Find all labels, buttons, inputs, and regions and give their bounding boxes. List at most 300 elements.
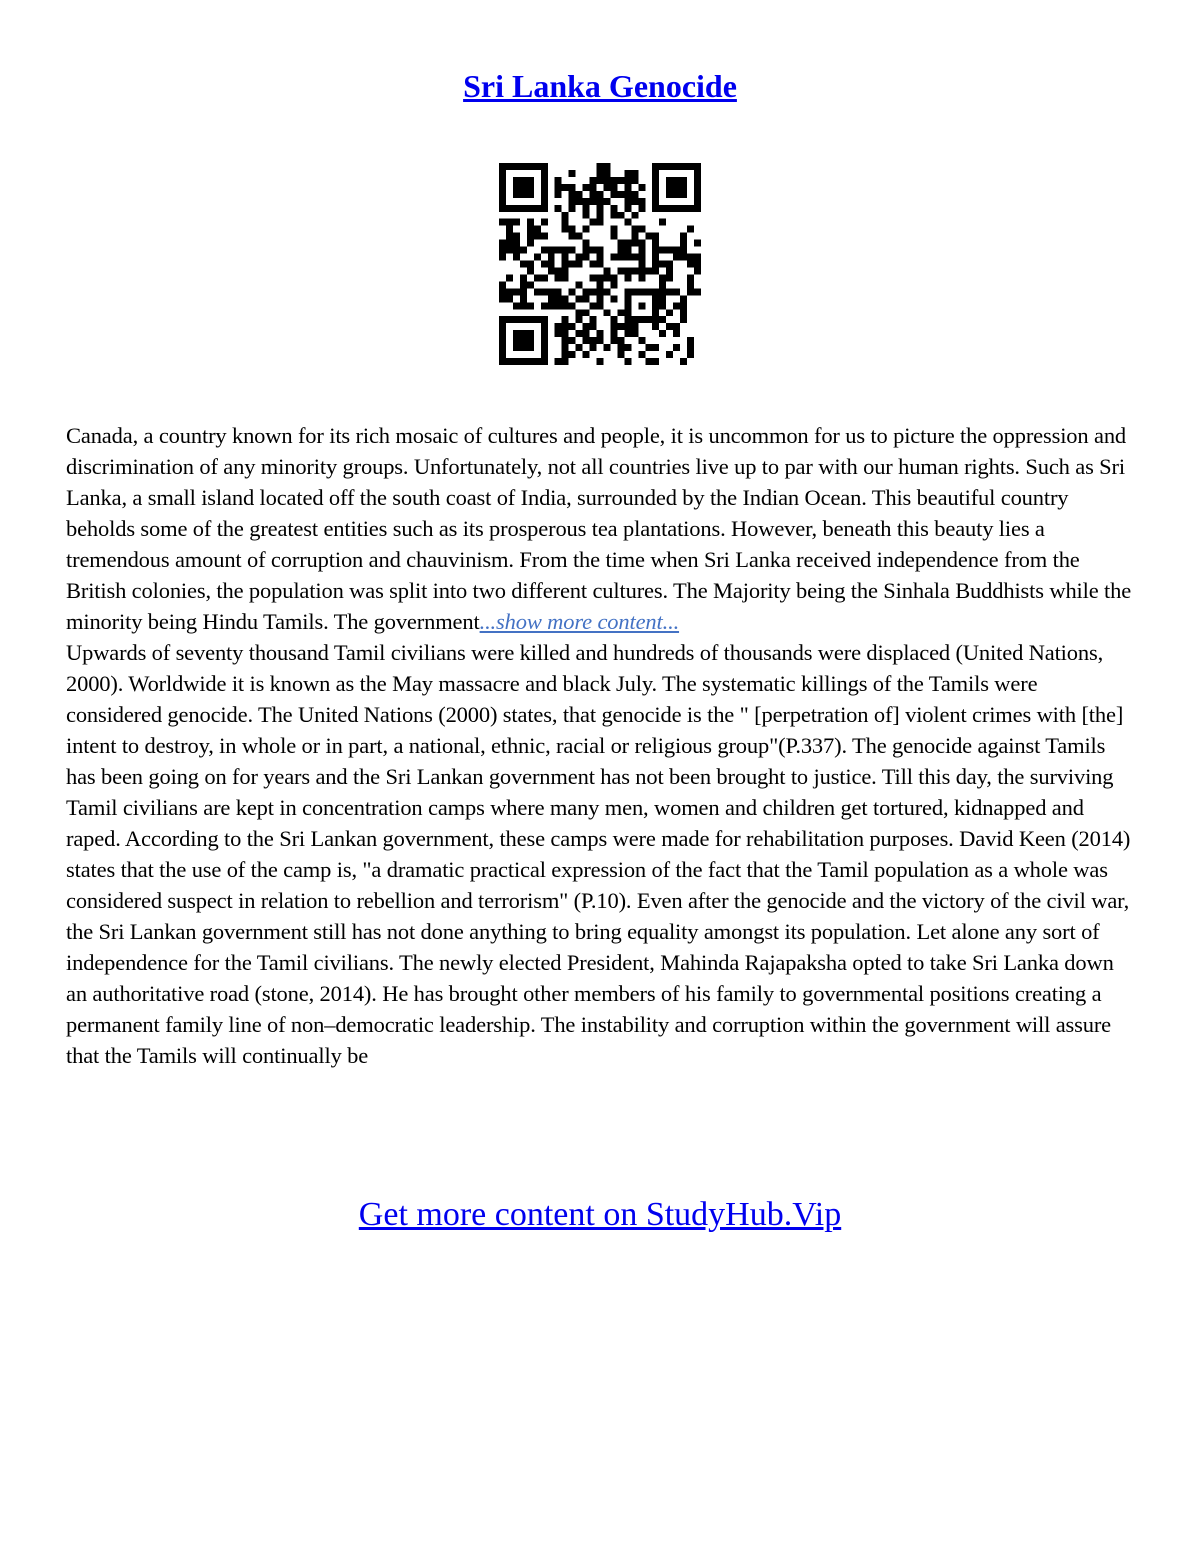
qr-module xyxy=(513,184,520,191)
qr-module xyxy=(541,247,548,254)
qr-module xyxy=(506,205,513,212)
qr-module xyxy=(652,191,659,198)
qr-module xyxy=(687,274,694,281)
qr-module xyxy=(569,191,576,198)
qr-module xyxy=(499,247,506,254)
qr-module xyxy=(541,184,548,191)
qr-module xyxy=(638,351,645,358)
qr-module xyxy=(631,191,638,198)
qr-module xyxy=(687,337,694,344)
qr-module xyxy=(631,267,638,274)
qr-module xyxy=(513,205,520,212)
qr-module xyxy=(569,302,576,309)
qr-module xyxy=(673,177,680,184)
qr-module xyxy=(499,205,506,212)
qr-module xyxy=(499,323,506,330)
qr-module xyxy=(590,274,597,281)
qr-module xyxy=(610,330,617,337)
qr-module xyxy=(666,261,673,268)
qr-module xyxy=(610,184,617,191)
qr-module xyxy=(569,205,576,212)
qr-module xyxy=(541,337,548,344)
qr-module xyxy=(652,198,659,205)
qr-module xyxy=(673,254,680,261)
qr-module xyxy=(638,288,645,295)
qr-module xyxy=(555,267,562,274)
qr-module xyxy=(541,219,548,226)
qr-module xyxy=(673,330,680,337)
qr-module xyxy=(555,302,562,309)
qr-module xyxy=(534,288,541,295)
qr-module xyxy=(541,163,548,170)
qr-module xyxy=(666,309,673,316)
qr-module xyxy=(624,309,631,316)
qr-module xyxy=(659,281,666,288)
qr-module xyxy=(603,163,610,170)
qr-module xyxy=(520,330,527,337)
qr-module xyxy=(603,274,610,281)
qr-module xyxy=(624,170,631,177)
qr-module xyxy=(548,261,555,268)
qr-module xyxy=(624,267,631,274)
qr-module xyxy=(527,267,534,274)
qr-module xyxy=(617,240,624,247)
qr-module xyxy=(499,198,506,205)
qr-module xyxy=(562,212,569,219)
qr-module xyxy=(527,316,534,323)
get-more-content-link[interactable]: Get more content on StudyHub.Vip xyxy=(358,1196,842,1233)
qr-module xyxy=(597,295,604,302)
qr-module xyxy=(583,247,590,254)
qr-module xyxy=(610,233,617,240)
qr-module xyxy=(569,198,576,205)
qr-module xyxy=(499,351,506,358)
qr-module xyxy=(645,233,652,240)
qr-module xyxy=(499,177,506,184)
qr-module xyxy=(687,254,694,261)
qr-module xyxy=(520,295,527,302)
qr-module xyxy=(652,261,659,268)
qr-module xyxy=(680,184,687,191)
qr-module xyxy=(513,337,520,344)
qr-module xyxy=(569,226,576,233)
qr-module xyxy=(513,358,520,365)
qr-module xyxy=(576,316,583,323)
qr-module xyxy=(527,233,534,240)
qr-module xyxy=(673,191,680,198)
qr-module xyxy=(638,316,645,323)
qr-module xyxy=(603,344,610,351)
qr-module xyxy=(513,219,520,226)
qr-module xyxy=(534,163,541,170)
qr-module xyxy=(506,295,513,302)
qr-module xyxy=(666,323,673,330)
qr-module xyxy=(583,337,590,344)
qr-module xyxy=(652,170,659,177)
qr-module xyxy=(513,233,520,240)
qr-module xyxy=(520,261,527,268)
qr-module xyxy=(638,267,645,274)
qr-module xyxy=(673,323,680,330)
qr-module xyxy=(652,295,659,302)
title-link[interactable]: Sri Lanka Genocide xyxy=(463,68,737,104)
qr-module xyxy=(652,205,659,212)
qr-module xyxy=(555,330,562,337)
qr-module xyxy=(541,205,548,212)
qr-module xyxy=(562,247,569,254)
qr-module xyxy=(659,205,666,212)
qr-module xyxy=(659,330,666,337)
qr-module xyxy=(555,184,562,191)
qr-module xyxy=(562,351,569,358)
qr-module xyxy=(555,288,562,295)
qr-module xyxy=(590,344,597,351)
qr-module xyxy=(673,205,680,212)
qr-module xyxy=(624,274,631,281)
qr-module xyxy=(652,302,659,309)
qr-module xyxy=(597,177,604,184)
qr-module xyxy=(680,254,687,261)
qr-module xyxy=(597,219,604,226)
qr-module xyxy=(541,288,548,295)
qr-module xyxy=(610,323,617,330)
qr-module xyxy=(527,261,534,268)
qr-module xyxy=(527,177,534,184)
qr-module xyxy=(569,351,576,358)
qr-module xyxy=(534,316,541,323)
qr-module xyxy=(562,219,569,226)
paragraph-intro-text: Canada, a country known for its rich mosaic of cultures and people, it is uncommon for us to picture the oppression and discrimination of any minority groups. Unfortunately, not all countries live up to par with our human rights. Such as Sri Lanka, a small island located off the south coast of India, surrounded by the Indian Ocean. This beautiful country beholds some of the greatest entities such as its prosperous tea plantations. However, beneath this beauty lies a tremendous amount of corruption and chauvinism. From the time when Sri Lanka received independence from the British colonies, the population was split into two different cultures. The Majority being the Sinhala Buddhists while the minority being Hindu Tamils. The government xyxy=(66,423,1132,634)
qr-module xyxy=(617,351,624,358)
qr-module xyxy=(513,344,520,351)
qr-module xyxy=(624,295,631,302)
qr-module xyxy=(562,316,569,323)
qr-module xyxy=(659,302,666,309)
qr-module xyxy=(694,163,701,170)
qr-module xyxy=(569,323,576,330)
qr-module xyxy=(583,295,590,302)
qr-module xyxy=(687,261,694,268)
qr-module xyxy=(631,212,638,219)
qr-module xyxy=(694,205,701,212)
qr-module xyxy=(534,205,541,212)
qr-module xyxy=(569,288,576,295)
qr-module xyxy=(652,309,659,316)
qr-module xyxy=(583,205,590,212)
qr-module xyxy=(680,191,687,198)
qr-module xyxy=(652,240,659,247)
qr-module xyxy=(687,205,694,212)
qr-module xyxy=(499,344,506,351)
qr-module xyxy=(590,261,597,268)
qr-module xyxy=(652,254,659,261)
qr-module xyxy=(548,247,555,254)
qr-module xyxy=(520,281,527,288)
qr-module xyxy=(562,344,569,351)
qr-module xyxy=(590,177,597,184)
qr-module xyxy=(659,288,666,295)
qr-module xyxy=(680,177,687,184)
qr-module xyxy=(541,302,548,309)
qr-module xyxy=(548,295,555,302)
qr-module xyxy=(541,177,548,184)
qr-module xyxy=(499,281,506,288)
footer xyxy=(0,1194,1200,1236)
qr-module xyxy=(576,330,583,337)
qr-module xyxy=(610,191,617,198)
qr-module xyxy=(520,344,527,351)
qr-module xyxy=(624,198,631,205)
qr-module xyxy=(555,205,562,212)
qr-module xyxy=(506,233,513,240)
qr-module xyxy=(555,274,562,281)
qr-module xyxy=(506,358,513,365)
qr-module xyxy=(624,344,631,351)
article-body xyxy=(66,420,1138,1071)
qr-module xyxy=(694,177,701,184)
qr-module xyxy=(548,302,555,309)
qr-module xyxy=(638,247,645,254)
qr-module xyxy=(590,302,597,309)
qr-module xyxy=(666,288,673,295)
qr-module xyxy=(499,330,506,337)
qr-module xyxy=(666,247,673,254)
qr-module xyxy=(583,198,590,205)
qr-module xyxy=(624,330,631,337)
qr-module xyxy=(499,191,506,198)
qr-module xyxy=(652,316,659,323)
qr-module xyxy=(597,358,604,365)
qr-module xyxy=(499,240,506,247)
qr-module xyxy=(597,247,604,254)
qr-module xyxy=(624,288,631,295)
qr-module xyxy=(631,198,638,205)
qr-module xyxy=(562,358,569,365)
qr-module xyxy=(590,316,597,323)
qr-module xyxy=(610,316,617,323)
qr-module xyxy=(541,358,548,365)
qr-module xyxy=(645,344,652,351)
qr-module xyxy=(562,261,569,268)
qr-module xyxy=(541,316,548,323)
qr-module xyxy=(687,281,694,288)
qr-module xyxy=(527,358,534,365)
qr-module xyxy=(541,330,548,337)
qr-module xyxy=(687,344,694,351)
qr-module xyxy=(513,247,520,254)
qr-module xyxy=(506,274,513,281)
qr-module xyxy=(520,302,527,309)
qr-module xyxy=(562,226,569,233)
qr-module xyxy=(603,170,610,177)
qr-module xyxy=(617,309,624,316)
qr-module xyxy=(499,288,506,295)
qr-module xyxy=(603,198,610,205)
qr-module xyxy=(520,191,527,198)
qr-module xyxy=(673,184,680,191)
qr-module xyxy=(583,184,590,191)
qr-module xyxy=(673,344,680,351)
qr-module xyxy=(659,247,666,254)
qr-module xyxy=(576,198,583,205)
qr-module xyxy=(680,163,687,170)
qr-module xyxy=(555,177,562,184)
qr-module xyxy=(513,254,520,261)
qr-module xyxy=(638,254,645,261)
qr-module xyxy=(562,184,569,191)
qr-module xyxy=(576,261,583,268)
qr-module xyxy=(624,358,631,365)
qr-module xyxy=(555,191,562,198)
qr-module xyxy=(597,205,604,212)
qr-module xyxy=(666,205,673,212)
qr-module xyxy=(694,198,701,205)
qr-module xyxy=(583,323,590,330)
qr-module xyxy=(694,267,701,274)
qr-module xyxy=(638,337,645,344)
qr-module xyxy=(583,288,590,295)
qr-module xyxy=(562,337,569,344)
qr-module xyxy=(652,247,659,254)
qr-module xyxy=(527,302,534,309)
qr-module xyxy=(666,267,673,274)
qr-module xyxy=(520,247,527,254)
qr-module xyxy=(687,163,694,170)
qr-module xyxy=(652,184,659,191)
qr-module xyxy=(527,219,534,226)
qr-module xyxy=(680,240,687,247)
qr-module xyxy=(590,191,597,198)
qr-module xyxy=(597,170,604,177)
qr-module xyxy=(694,288,701,295)
qr-module xyxy=(569,247,576,254)
qr-module xyxy=(541,344,548,351)
qr-code-graphic xyxy=(499,163,701,365)
qr-module xyxy=(513,288,520,295)
qr-module xyxy=(527,184,534,191)
qr-module xyxy=(687,288,694,295)
qr-module xyxy=(597,212,604,219)
qr-module xyxy=(576,233,583,240)
qr-module xyxy=(610,295,617,302)
qr-module xyxy=(520,184,527,191)
qr-module xyxy=(680,247,687,254)
qr-module xyxy=(506,316,513,323)
qr-module xyxy=(576,281,583,288)
qr-module xyxy=(576,309,583,316)
qr-module xyxy=(576,254,583,261)
qr-module xyxy=(603,288,610,295)
qr-module xyxy=(659,316,666,323)
qr-module xyxy=(520,358,527,365)
qr-module xyxy=(624,219,631,226)
qr-module xyxy=(541,170,548,177)
qr-module xyxy=(624,177,631,184)
qr-module xyxy=(603,184,610,191)
qr-module xyxy=(597,302,604,309)
qr-module xyxy=(617,254,624,261)
qr-module xyxy=(687,226,694,233)
qr-module xyxy=(534,233,541,240)
qr-module xyxy=(631,177,638,184)
qr-module xyxy=(534,254,541,261)
qr-module xyxy=(527,337,534,344)
qr-module xyxy=(520,163,527,170)
qr-module xyxy=(562,323,569,330)
qr-module xyxy=(527,191,534,198)
qr-module xyxy=(534,226,541,233)
qr-module xyxy=(541,233,548,240)
qr-module xyxy=(527,226,534,233)
qr-module xyxy=(652,288,659,295)
qr-module xyxy=(520,288,527,295)
qr-module xyxy=(631,330,638,337)
qr-module xyxy=(610,226,617,233)
qr-module xyxy=(666,351,673,358)
qr-module xyxy=(666,177,673,184)
qr-module xyxy=(534,274,541,281)
qr-module xyxy=(666,163,673,170)
qr-module xyxy=(562,295,569,302)
qr-module xyxy=(617,177,624,184)
qr-module xyxy=(583,212,590,219)
qr-module xyxy=(617,337,624,344)
qr-module xyxy=(520,337,527,344)
qr-module xyxy=(541,274,548,281)
qr-module xyxy=(548,267,555,274)
qr-module xyxy=(597,198,604,205)
qr-module xyxy=(659,274,666,281)
qr-module xyxy=(610,177,617,184)
qr-module xyxy=(597,274,604,281)
qr-module xyxy=(673,163,680,170)
qr-module xyxy=(652,267,659,274)
qr-module xyxy=(527,281,534,288)
qr-module xyxy=(590,323,597,330)
qr-module xyxy=(687,351,694,358)
qr-module xyxy=(541,198,548,205)
qr-module xyxy=(513,191,520,198)
qr-module xyxy=(638,205,645,212)
show-more-link[interactable]: ...show more content... xyxy=(479,609,680,634)
qr-module xyxy=(499,219,506,226)
qr-module xyxy=(610,212,617,219)
qr-module xyxy=(597,191,604,198)
qr-module xyxy=(610,254,617,261)
qr-module xyxy=(576,191,583,198)
qr-module xyxy=(499,337,506,344)
qr-module xyxy=(631,288,638,295)
qr-module xyxy=(541,351,548,358)
qr-module xyxy=(506,219,513,226)
qr-module xyxy=(590,247,597,254)
qr-module xyxy=(659,219,666,226)
qr-module xyxy=(638,198,645,205)
qr-module xyxy=(631,226,638,233)
qr-module xyxy=(534,358,541,365)
qr-module xyxy=(694,240,701,247)
qr-module xyxy=(506,163,513,170)
qr-module xyxy=(638,184,645,191)
qr-module xyxy=(506,247,513,254)
qr-module xyxy=(562,302,569,309)
qr-module xyxy=(666,184,673,191)
qr-module xyxy=(597,281,604,288)
qr-module xyxy=(610,274,617,281)
document-title xyxy=(0,66,1200,106)
qr-module xyxy=(659,163,666,170)
qr-module xyxy=(583,240,590,247)
